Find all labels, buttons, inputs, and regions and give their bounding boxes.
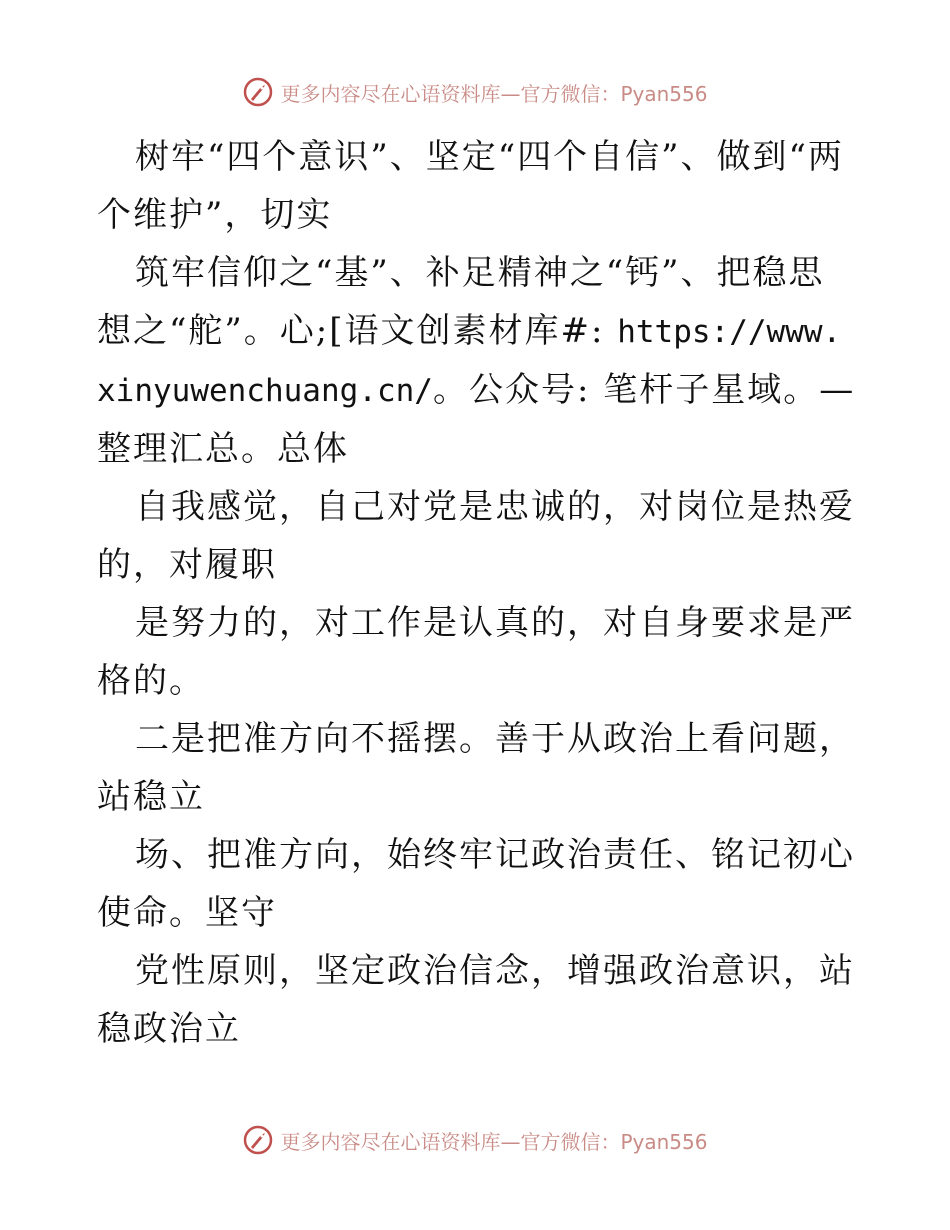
paragraph-2-text: 筑牢信仰之“基”、补足精神之“钙”、把稳思想之“舵”。心;[语文创素材库#: <box>97 253 825 351</box>
paragraph-7: 党性原则，坚定政治信念，增强政治意识，站稳政治立 <box>97 951 855 1049</box>
footer-banner <box>0 1120 950 1160</box>
paragraph-6: 场、把准方向，始终牢记政治责任、铭记初心使命。坚守 <box>97 835 855 933</box>
paragraph-2 <box>97 244 857 478</box>
document-body <box>97 128 857 1058</box>
header-banner <box>0 72 950 112</box>
pen-nib-logo-icon <box>242 76 274 108</box>
source-url-link[interactable]: https://www.xinyuwenchuang.cn/ <box>97 314 842 409</box>
paragraph-4: 是努力的，对工作是认真的，对自身要求是严格的。 <box>97 603 855 701</box>
paragraph-5: 二是把准方向不摇摆。善于从政治上看问题，站稳立 <box>97 719 855 817</box>
paragraph-3: 自我感觉，自己对党是忠诚的，对岗位是热爱的，对履职 <box>97 487 855 585</box>
paragraph-2-tail: 。公众号: 笔杆子星域。—整理汇总。总体 <box>97 370 856 469</box>
pen-nib-logo-icon <box>242 1124 274 1156</box>
header-banner-text: 更多内容尽在心语资料库—官方微信：Pyan556 <box>280 81 708 106</box>
paragraph-1: 树牢“四个意识”、坚定“四个自信”、做到“两个维护”，切实 <box>97 137 844 235</box>
footer-banner-text: 更多内容尽在心语资料库—官方微信：Pyan556 <box>280 1129 708 1154</box>
